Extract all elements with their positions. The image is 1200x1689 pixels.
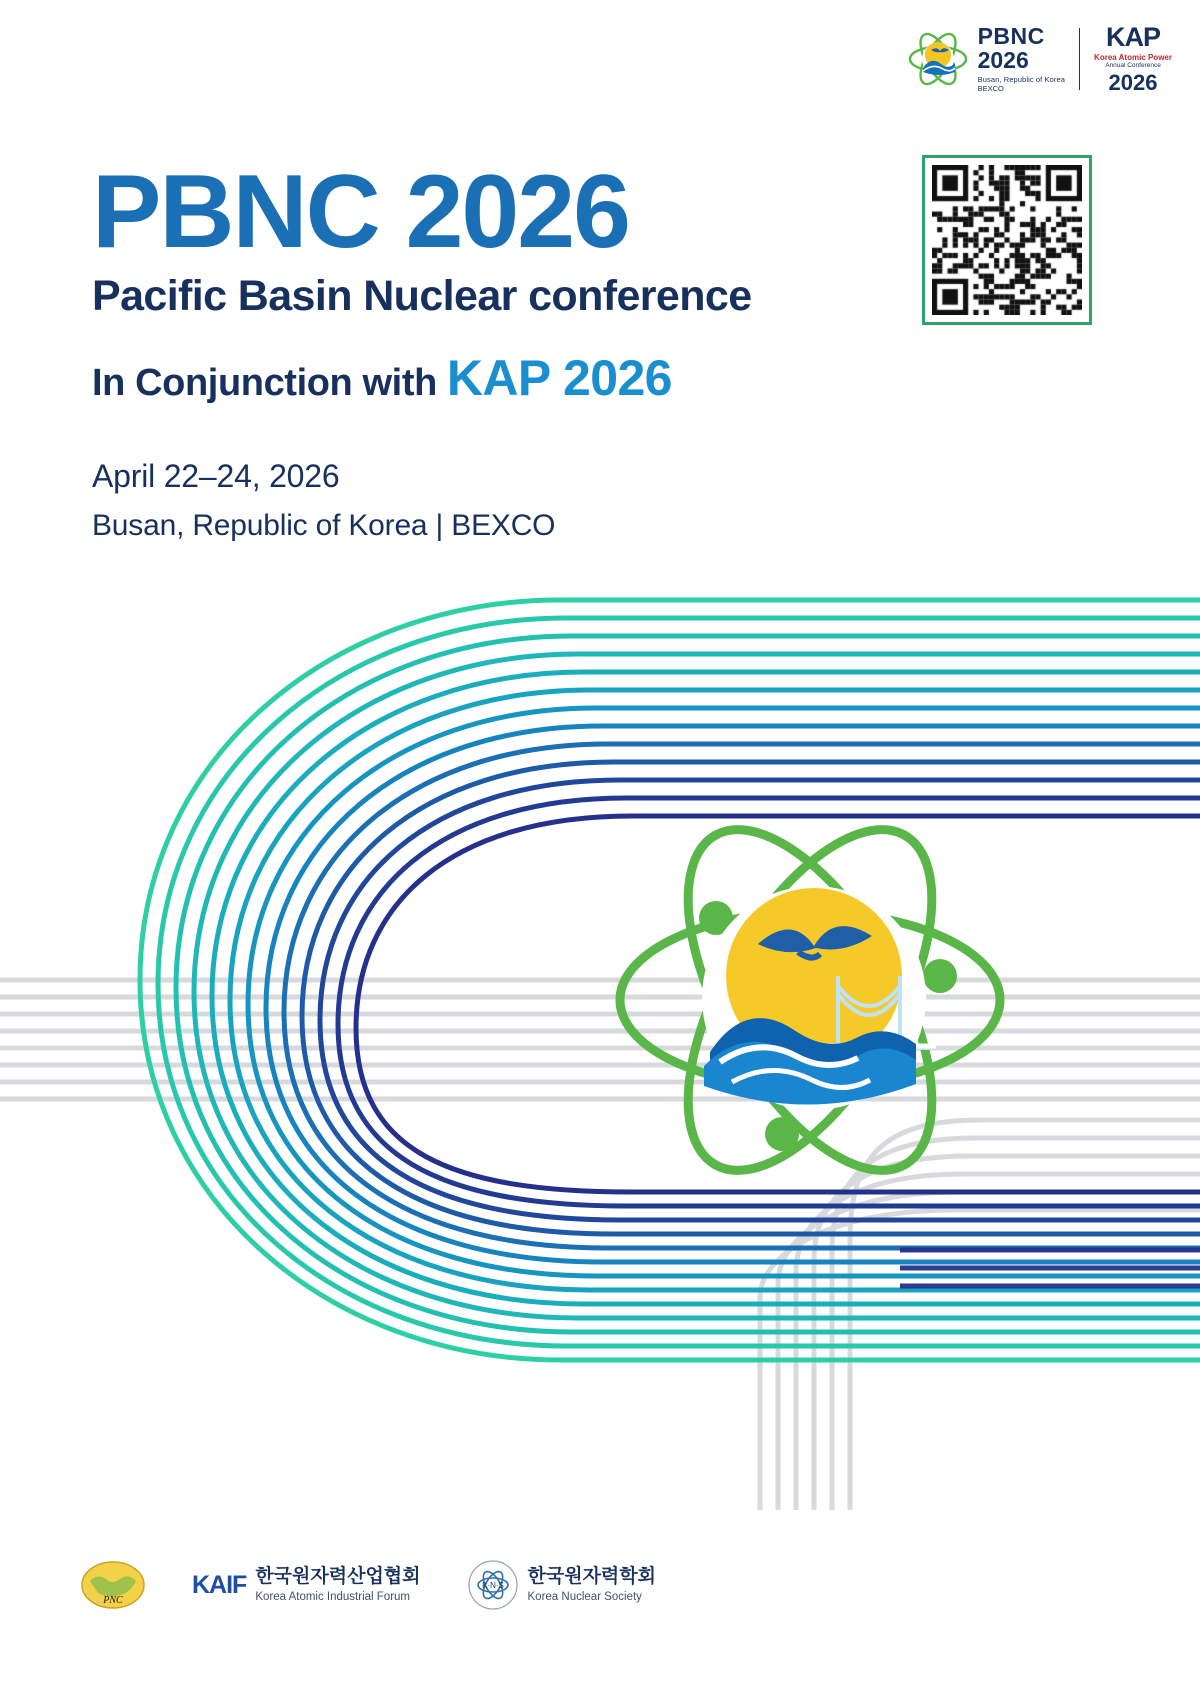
page-title: PBNC 2026	[92, 154, 629, 270]
footer-organizations	[80, 1559, 656, 1611]
pbnc-logo-venue: BEXCO	[977, 83, 1004, 93]
org-kns	[467, 1559, 656, 1611]
conjunction-brand: KAP 2026	[446, 350, 672, 407]
org-pnc	[80, 1559, 146, 1611]
kaif-mark: KAIF	[192, 1570, 247, 1599]
pbnc-logo-line2: 2026	[977, 47, 1029, 74]
event-date: April 22–24, 2026	[92, 458, 340, 495]
qr-code-image	[932, 165, 1082, 315]
kap-logo-korean: Korea Atomic Power	[1094, 53, 1172, 62]
atom-wave-icon	[907, 28, 969, 90]
kns-name-en: Korea Nuclear Society	[527, 1590, 642, 1603]
event-meta	[92, 458, 872, 543]
kap-logo-year: 2026	[1108, 69, 1158, 95]
header-logo-lockup	[907, 24, 1172, 94]
kap-logo	[1094, 24, 1172, 94]
headline-block	[92, 154, 872, 543]
pbnc-logo	[907, 25, 1065, 92]
svg-text:K·N·S: K·N·S	[481, 1581, 504, 1590]
logo-divider	[1079, 28, 1080, 90]
kap-logo-word: KAP	[1106, 22, 1161, 52]
pbnc-logo-location: Busan, Republic of Korea	[977, 75, 1066, 85]
org-kaif	[192, 1567, 421, 1604]
kap-logo-subtitle: Annual Conference	[1105, 62, 1161, 69]
kns-name-kr: 한국원자력학회	[527, 1565, 656, 1587]
conjunction-prefix: In Conjunction with	[92, 362, 437, 405]
pnc-seal-icon	[80, 1559, 146, 1611]
pbnc-emblem	[600, 790, 1020, 1210]
event-venue: Busan, Republic of Korea | BEXCO	[92, 509, 556, 543]
page-subtitle: Pacific Basin Nuclear conference	[92, 272, 752, 320]
svg-text:PNC: PNC	[103, 1595, 123, 1606]
conjunction-line	[92, 351, 872, 406]
kaif-name-en: Korea Atomic Industrial Forum	[255, 1590, 410, 1603]
pbnc-logo-line1: PBNC	[977, 23, 1045, 50]
qr-code[interactable]	[922, 155, 1092, 325]
kns-seal-icon	[467, 1559, 519, 1611]
kaif-name-kr: 한국원자력산업협회	[255, 1565, 421, 1587]
